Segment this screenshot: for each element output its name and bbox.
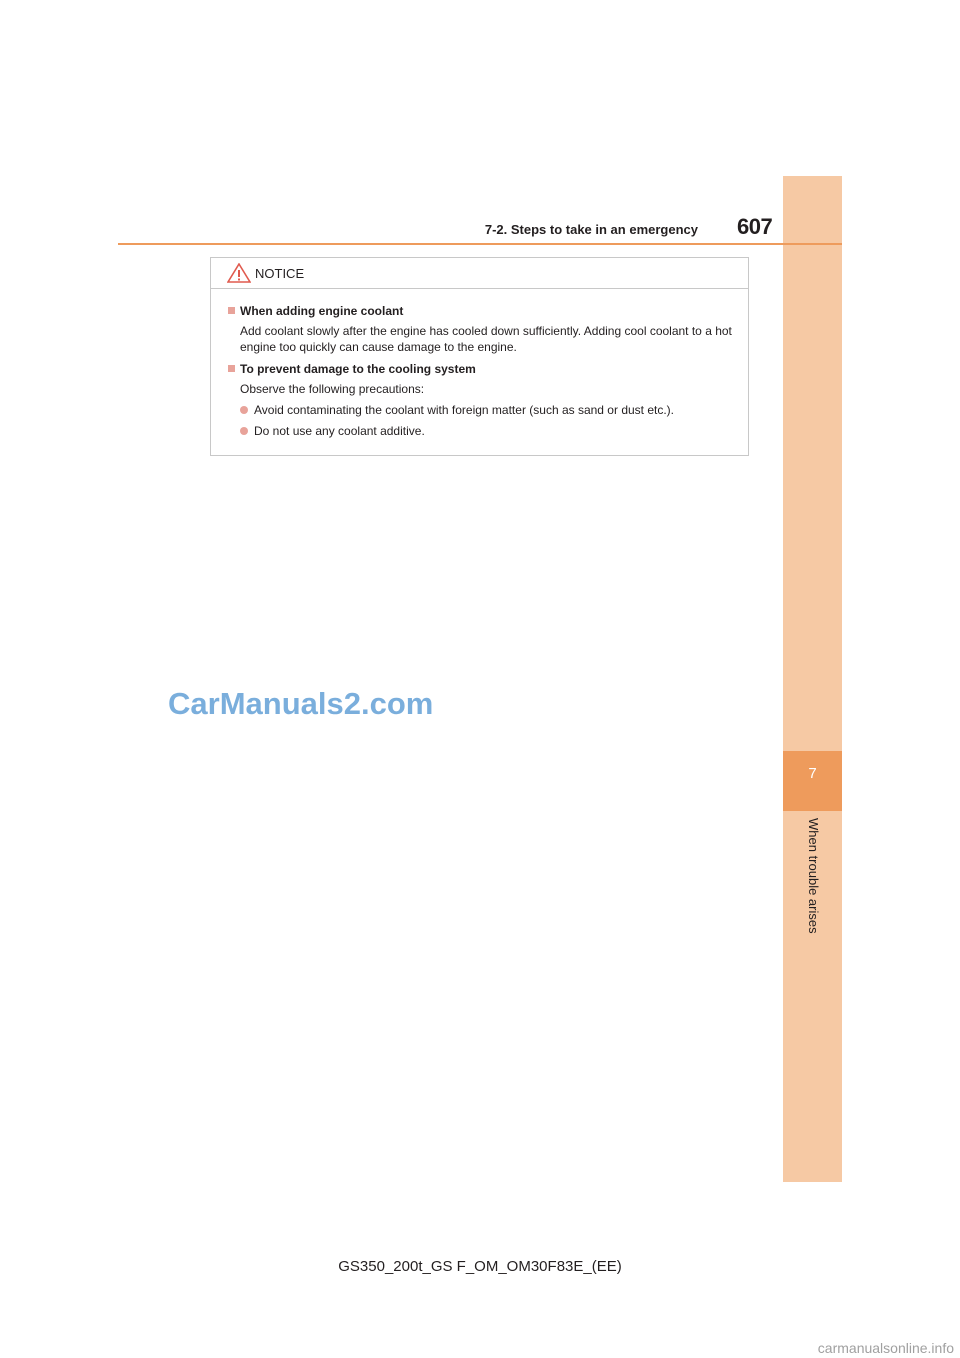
round-bullet-icon [240, 427, 248, 435]
chapter-title: When trouble arises [806, 818, 821, 934]
square-bullet-icon [228, 307, 235, 314]
chapter-side-tab [783, 176, 842, 1182]
list-item: Avoid contaminating the coolant with foreign matter (such as sand or dust etc.). [228, 402, 738, 418]
header-rule [118, 243, 842, 245]
corner-watermark: carmanualsonline.info [817, 1340, 954, 1356]
warning-triangle-icon [227, 263, 251, 283]
watermark: CarManuals2.com [168, 686, 434, 721]
notice-body [211, 289, 748, 439]
notice-heading-cooling-system: To prevent damage to the cooling system [228, 361, 738, 377]
notice-label: NOTICE [255, 266, 305, 281]
round-bullet-icon [240, 406, 248, 414]
chapter-number: 7 [808, 765, 817, 782]
square-bullet-icon [228, 365, 235, 372]
page-number: 607 [737, 214, 773, 239]
notice-text-precautions: Observe the following precautions: [240, 382, 425, 396]
chapter-number-box [783, 751, 842, 811]
notice-text-coolant: Add coolant slowly after the engine has cooled down sufficiently. Adding cool coolant to a hot engine too quickly can cause damage to the engine. [240, 324, 732, 354]
section-title: 7-2. Steps to take in an emergency [484, 222, 698, 237]
notice-box [210, 257, 749, 456]
notice-header [211, 258, 748, 289]
footer-code: GS350_200t_GS F_OM_OM30F83E_(EE) [338, 1258, 622, 1275]
list-item: Do not use any coolant additive. [228, 423, 738, 439]
notice-heading-coolant: When adding engine coolant [228, 303, 738, 319]
